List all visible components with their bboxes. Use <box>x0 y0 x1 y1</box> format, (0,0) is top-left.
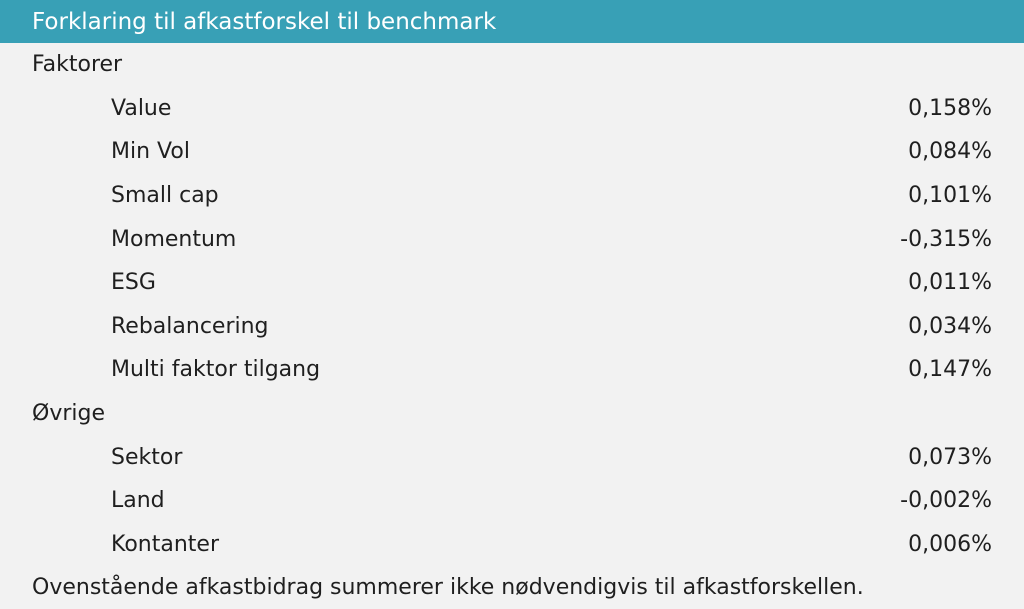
row-value: 0,084% <box>908 139 992 165</box>
table-row <box>0 217 1024 261</box>
table-row <box>0 479 1024 523</box>
table-row <box>0 87 1024 131</box>
table-title: Forklaring til afkastforskel til benchmark <box>0 0 1024 43</box>
row-value: 0,158% <box>908 95 992 121</box>
table-row <box>0 523 1024 567</box>
table-row <box>0 130 1024 174</box>
row-label: Rebalancering <box>111 313 269 339</box>
section-header-faktorer <box>0 43 1024 87</box>
section-label: Øvrige <box>32 401 105 427</box>
row-label: Multi faktor tilgang <box>111 357 321 383</box>
row-label: Min Vol <box>111 139 190 165</box>
row-value: -0,002% <box>900 488 992 514</box>
section-label: Faktorer <box>32 52 123 78</box>
row-value: 0,006% <box>908 531 992 557</box>
table-row <box>0 261 1024 305</box>
row-value: 0,147% <box>908 357 992 383</box>
row-value: -0,315% <box>900 226 992 252</box>
row-label: Land <box>111 488 165 514</box>
row-label: Value <box>111 95 172 121</box>
row-label: Sektor <box>111 444 183 470</box>
table-row <box>0 174 1024 218</box>
row-value: 0,034% <box>908 313 992 339</box>
row-label: Small cap <box>111 183 219 209</box>
row-value: 0,101% <box>908 183 992 209</box>
row-label: Kontanter <box>111 531 219 557</box>
table-row <box>0 348 1024 392</box>
section-header-ovrige <box>0 392 1024 436</box>
row-value: 0,073% <box>908 444 992 470</box>
row-label: Momentum <box>111 226 237 252</box>
footnote: Ovenstående afkastbidrag summerer ikke nødvendigvis til afkastforskellen. <box>32 575 864 600</box>
row-value: 0,011% <box>908 270 992 296</box>
table-row <box>0 435 1024 479</box>
table-row <box>0 305 1024 349</box>
row-label: ESG <box>111 270 156 296</box>
